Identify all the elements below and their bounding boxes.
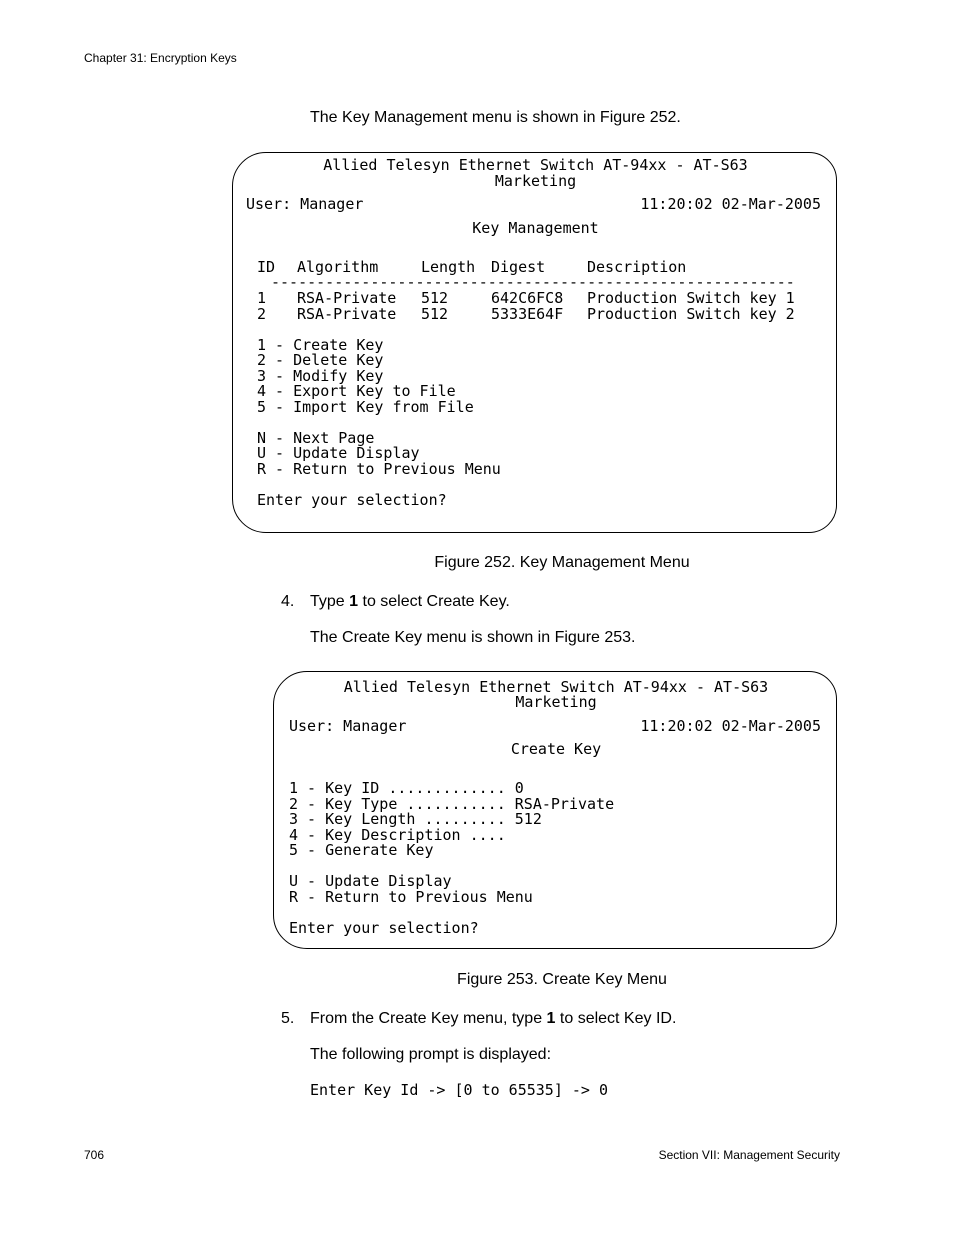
step-5-pre: From the Create Key menu, type xyxy=(310,1010,547,1027)
row2-description: Production Switch key 2 xyxy=(587,305,795,323)
intro-paragraph-1: The Key Management menu is shown in Figure 252. xyxy=(310,109,681,126)
menu-option-import-key: 5 - Import Key from File xyxy=(257,398,474,416)
screen2-menu-title: Create Key xyxy=(510,740,602,758)
screen1-prompt: Enter your selection? xyxy=(257,491,447,509)
step-4-bold: 1 xyxy=(349,593,359,610)
menu-option-update-display: U - Update Display xyxy=(257,444,420,462)
table-separator: ---------------------------------------------------------- xyxy=(271,273,795,291)
col-digest: Digest xyxy=(491,258,546,276)
screen2-datetime: 11:20:02 02-Mar-2005 xyxy=(640,717,821,735)
col-id: ID xyxy=(257,258,276,276)
screen1-user: User: Manager xyxy=(246,195,364,213)
step-4-text xyxy=(310,593,510,611)
screen1-title: Allied Telesyn Ethernet Switch AT-94xx - AT-S63 xyxy=(323,156,748,174)
menu-option-return: R - Return to Previous Menu xyxy=(257,460,501,478)
option-key-id: 1 - Key ID ............. 0 xyxy=(289,779,524,797)
section-footer: Section VII: Management Security xyxy=(658,1148,840,1162)
row1-length: 512 xyxy=(421,289,449,307)
figure-252-caption: Figure 252. Key Management Menu xyxy=(434,554,690,571)
menu-option-create-key: 1 - Create Key xyxy=(257,336,384,354)
key-management-screen xyxy=(232,152,837,533)
row1-digest: 642C6FC8 xyxy=(491,289,564,307)
figure-253-caption: Figure 253. Create Key Menu xyxy=(457,971,667,988)
screen2-prompt: Enter your selection? xyxy=(289,919,479,937)
page-number: 706 xyxy=(84,1148,105,1162)
row1-algorithm: RSA-Private xyxy=(297,289,397,307)
step-5-number: 5. xyxy=(281,1010,295,1027)
step-4-pre: Type xyxy=(310,593,350,610)
col-algorithm: Algorithm xyxy=(297,258,379,276)
row2-id: 2 xyxy=(257,305,267,323)
key-id-prompt: Enter Key Id -> [0 to 65535] -> 0 xyxy=(310,1081,609,1099)
step-5-text xyxy=(310,1010,676,1028)
option-generate-key: 5 - Generate Key xyxy=(289,841,434,859)
row2-length: 512 xyxy=(421,305,449,323)
col-description: Description xyxy=(587,258,687,276)
screen1-subtitle: Marketing xyxy=(494,172,577,190)
col-length: Length xyxy=(421,258,476,276)
screen1-datetime: 11:20:02 02-Mar-2005 xyxy=(640,195,821,213)
step-4-number: 4. xyxy=(281,593,295,610)
screen2-user: User: Manager xyxy=(289,717,407,735)
step-4-post: to select Create Key. xyxy=(358,593,510,610)
intro-paragraph-3: The following prompt is displayed: xyxy=(310,1046,552,1063)
screen2-title: Allied Telesyn Ethernet Switch AT-94xx - AT-S63 xyxy=(343,678,769,696)
step-5-bold: 1 xyxy=(546,1010,556,1027)
menu-option-modify-key: 3 - Modify Key xyxy=(257,367,384,385)
screen2-subtitle: Marketing xyxy=(515,693,597,711)
screen1-menu-title: Key Management xyxy=(472,219,599,237)
row1-id: 1 xyxy=(257,289,267,307)
row2-algorithm: RSA-Private xyxy=(297,305,397,323)
step-5-post: to select Key ID. xyxy=(555,1010,677,1027)
option-return: R - Return to Previous Menu xyxy=(289,888,533,906)
menu-option-export-key: 4 - Export Key to File xyxy=(257,382,456,400)
create-key-screen xyxy=(273,671,837,949)
row2-digest: 5333E64F xyxy=(491,305,564,323)
intro-paragraph-2: The Create Key menu is shown in Figure 253. xyxy=(310,629,636,646)
menu-option-next-page: N - Next Page xyxy=(257,429,375,447)
option-update-display: U - Update Display xyxy=(289,872,452,890)
option-key-description: 4 - Key Description .... xyxy=(289,826,506,844)
option-key-length: 3 - Key Length ......... 512 xyxy=(289,810,542,828)
row1-description: Production Switch key 1 xyxy=(587,289,795,307)
option-key-type: 2 - Key Type ........... RSA-Private xyxy=(289,795,615,813)
chapter-header: Chapter 31: Encryption Keys xyxy=(84,51,237,65)
menu-option-delete-key: 2 - Delete Key xyxy=(257,351,384,369)
